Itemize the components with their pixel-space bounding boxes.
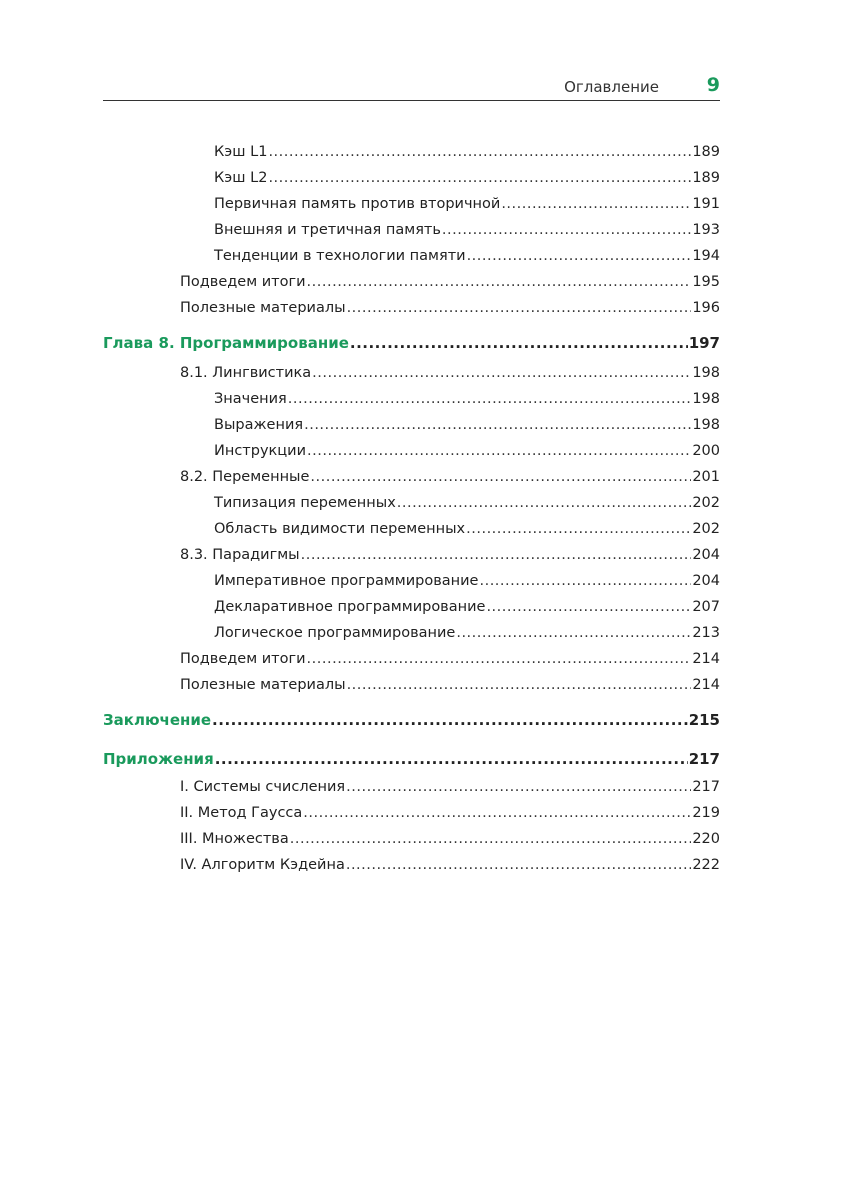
- toc-entry-page: 213: [692, 625, 720, 641]
- toc-entry: [214, 570, 720, 592]
- toc-entry-page: 201: [692, 469, 720, 485]
- toc-entry-title: Заключение: [103, 711, 212, 729]
- toc-entry-page: 217: [688, 750, 720, 768]
- toc-entry-title: Кэш L1: [214, 144, 268, 160]
- toc-entry: [180, 854, 720, 876]
- toc-entry-page: 189: [692, 144, 720, 160]
- toc-entry-page: 219: [692, 805, 720, 821]
- toc-entry-title: Инструкции: [214, 443, 307, 459]
- toc-entry-page: 194: [692, 248, 720, 264]
- toc-entry-page: 200: [692, 443, 720, 459]
- toc-entry-page: 202: [692, 495, 720, 511]
- dot-leader: [312, 362, 691, 384]
- dot-leader: [215, 748, 688, 770]
- toc-entry-title: Первичная память против вторичной: [214, 196, 501, 212]
- dot-leader: [310, 466, 691, 488]
- toc-entry: [214, 219, 720, 241]
- toc-entry-title: Декларативное программирование: [214, 599, 486, 615]
- dot-leader: [479, 570, 691, 592]
- toc-entry-title: Тенденции в технологии памяти: [214, 248, 466, 264]
- toc-entry-title: Подведем итоги: [180, 651, 306, 667]
- toc-entry: [214, 141, 720, 163]
- toc-entry-page: 198: [692, 391, 720, 407]
- toc-entry-title: Типизация переменных: [214, 495, 396, 511]
- dot-leader: [397, 492, 692, 514]
- dot-leader: [346, 776, 691, 798]
- toc-entry-page: 197: [688, 334, 720, 352]
- toc-entry-page: 191: [692, 196, 720, 212]
- toc-entry-page: 220: [692, 831, 720, 847]
- dot-leader: [290, 828, 692, 850]
- toc-entry: [214, 245, 720, 267]
- toc-entry-title: Кэш L2: [214, 170, 268, 186]
- toc-entry: [180, 362, 720, 384]
- toc-entry: [214, 414, 720, 436]
- toc-entry: [180, 466, 720, 488]
- toc-entry-title: Подведем итоги: [180, 274, 306, 290]
- toc-entry-title: Значения: [214, 391, 287, 407]
- dot-leader: [304, 414, 691, 436]
- toc-entry-title: Императивное программирование: [214, 573, 479, 589]
- toc-entry-page: 214: [692, 677, 720, 693]
- toc-entry: [180, 648, 720, 670]
- dot-leader: [501, 193, 691, 215]
- dot-leader: [347, 674, 692, 696]
- toc-entry: [214, 622, 720, 644]
- toc-entry-page: 217: [692, 779, 720, 795]
- toc-entry: [180, 802, 720, 824]
- toc-entry-page: 207: [692, 599, 720, 615]
- toc-entry-page: 198: [692, 417, 720, 433]
- toc-entry-page: 214: [692, 651, 720, 667]
- toc-entry: [214, 440, 720, 462]
- dot-leader: [268, 141, 691, 163]
- dot-leader: [307, 271, 692, 293]
- toc-entry-page: 204: [692, 573, 720, 589]
- toc-entry-title: Внешняя и третичная память: [214, 222, 441, 238]
- toc-chapter-entry: [103, 332, 720, 354]
- toc-entry: [214, 167, 720, 189]
- toc-entry: [214, 193, 720, 215]
- toc-entry-title: I. Системы счисления: [180, 779, 346, 795]
- toc-entry-page: 195: [692, 274, 720, 290]
- dot-leader: [466, 518, 691, 540]
- running-title: Оглавление: [564, 78, 659, 96]
- dot-leader: [346, 854, 691, 876]
- toc-entry: [180, 674, 720, 696]
- toc-entry: [214, 596, 720, 618]
- dot-leader: [486, 596, 691, 618]
- toc-chapter-entry: [103, 748, 720, 770]
- toc-entry-title: 8.3. Парадигмы: [180, 547, 300, 563]
- toc-entry-title: III. Множества: [180, 831, 289, 847]
- toc-entry: [180, 297, 720, 319]
- toc-entry: [214, 388, 720, 410]
- dot-leader: [347, 297, 692, 319]
- dot-leader: [268, 167, 691, 189]
- toc-entry-page: 196: [692, 300, 720, 316]
- toc-entry-page: 202: [692, 521, 720, 537]
- dot-leader: [307, 440, 691, 462]
- toc-entry-title: Выражения: [214, 417, 304, 433]
- toc-entry-title: Глава 8. Программирование: [103, 334, 349, 352]
- toc-entry-title: 8.1. Лингвистика: [180, 365, 312, 381]
- toc-entry-page: 193: [692, 222, 720, 238]
- toc-entry-title: 8.2. Переменные: [180, 469, 310, 485]
- toc-entry-title: Полезные материалы: [180, 300, 346, 316]
- toc-entry-title: II. Метод Гаусса: [180, 805, 303, 821]
- toc-entry-title: Приложения: [103, 750, 214, 768]
- dot-leader: [288, 388, 692, 410]
- toc-entry: [180, 776, 720, 798]
- dot-leader: [442, 219, 691, 241]
- toc-entry: [214, 518, 720, 540]
- toc-entry: [180, 828, 720, 850]
- toc-entry: [180, 544, 720, 566]
- toc-entry: [214, 492, 720, 514]
- toc-chapter-entry: [103, 709, 720, 731]
- toc-entry-page: 222: [692, 857, 720, 873]
- toc-entry-title: Полезные материалы: [180, 677, 346, 693]
- toc-entry-page: 189: [692, 170, 720, 186]
- dot-leader: [303, 802, 691, 824]
- toc-entry-page: 215: [688, 711, 720, 729]
- dot-leader: [467, 245, 692, 267]
- toc-entry-page: 198: [692, 365, 720, 381]
- dot-leader: [456, 622, 691, 644]
- toc-entry-title: IV. Алгоритм Кэдейна: [180, 857, 345, 873]
- toc-entry-title: Логическое программирование: [214, 625, 456, 641]
- toc-entry-title: Область видимости переменных: [214, 521, 466, 537]
- page-number: 9: [706, 74, 720, 96]
- dot-leader: [350, 332, 688, 354]
- toc-entry: [180, 271, 720, 293]
- dot-leader: [212, 709, 688, 731]
- dot-leader: [307, 648, 692, 670]
- toc-entry-page: 204: [692, 547, 720, 563]
- dot-leader: [301, 544, 692, 566]
